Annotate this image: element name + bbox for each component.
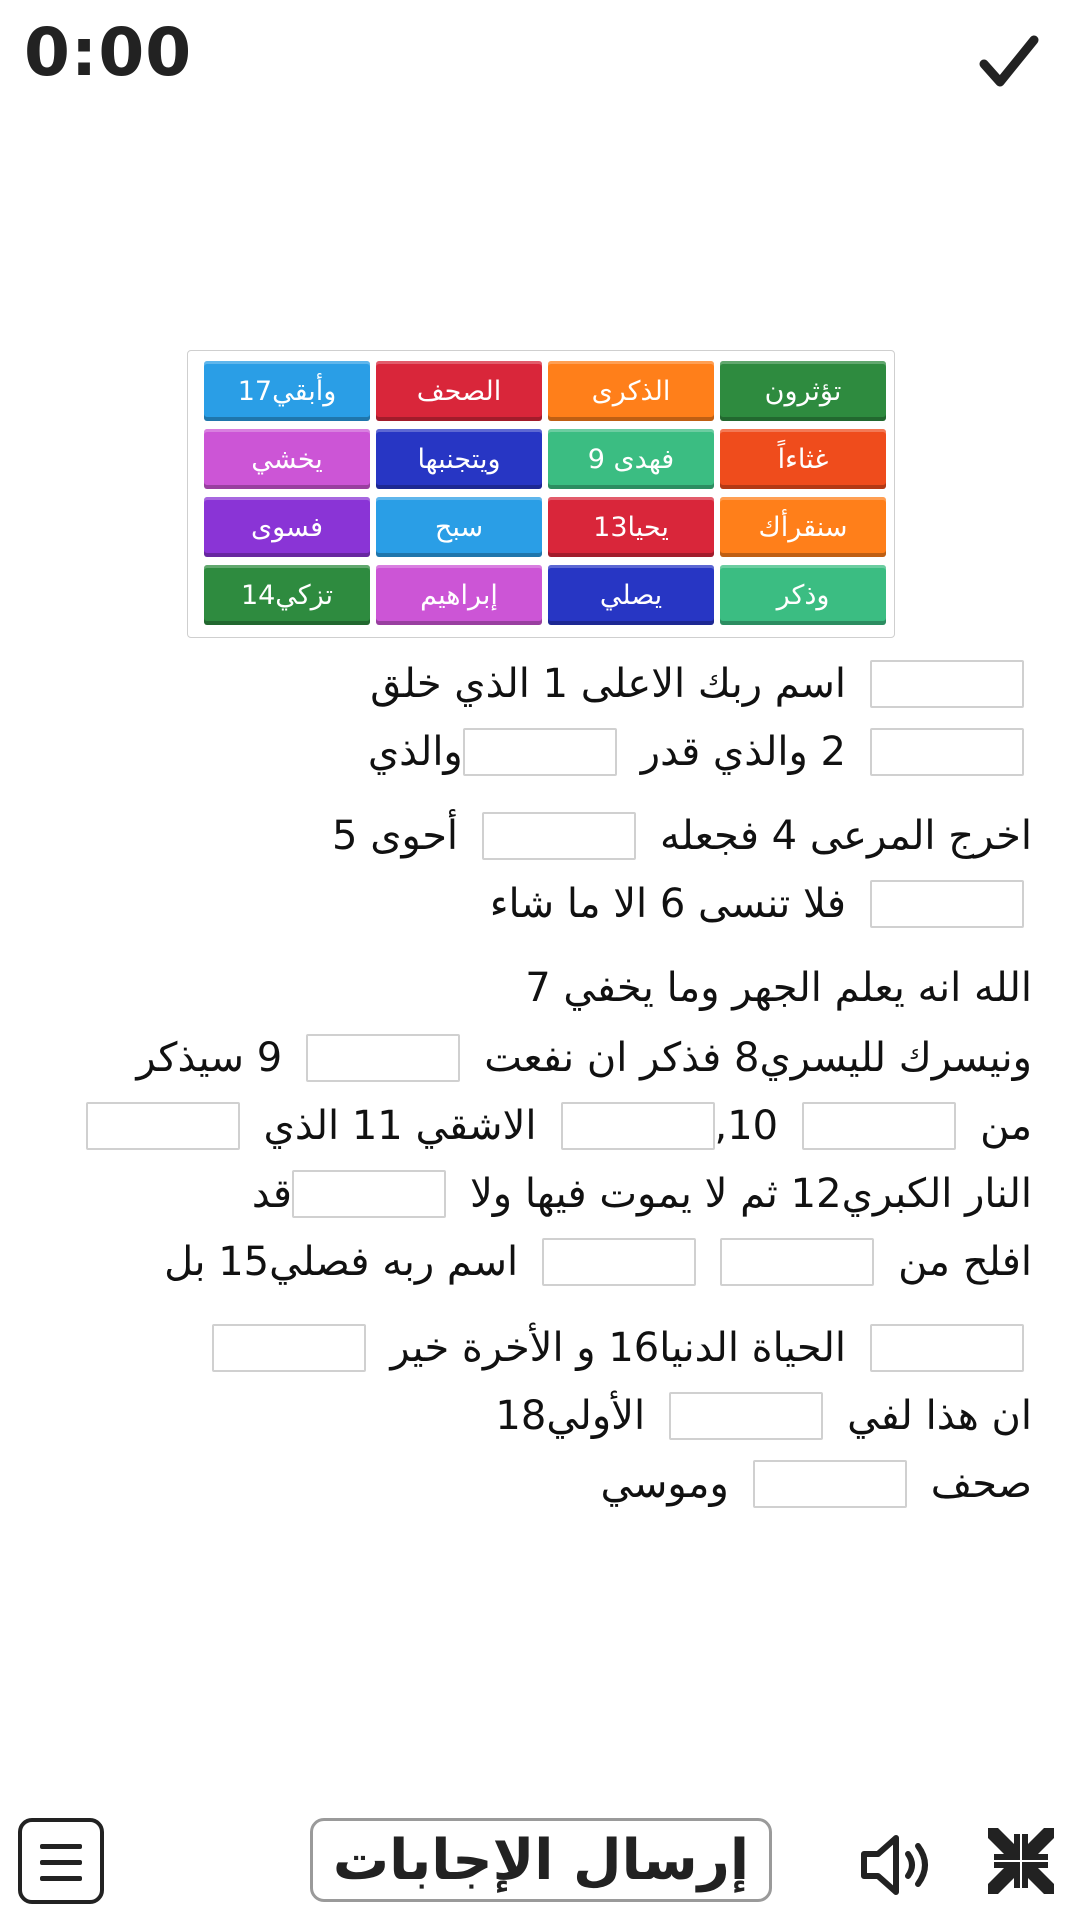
word-tile[interactable]: تؤثرون bbox=[720, 361, 886, 421]
menu-icon bbox=[40, 1844, 82, 1849]
word-tile[interactable]: يحيا13 bbox=[548, 497, 714, 557]
word-tile[interactable]: يخشي bbox=[204, 429, 370, 489]
text-line: النار الكبري12 ثم لا يموت فيها ولا قد bbox=[251, 1171, 1032, 1217]
answer-blank[interactable] bbox=[870, 880, 1024, 928]
menu-button[interactable] bbox=[18, 1818, 104, 1904]
answer-blank[interactable] bbox=[720, 1238, 874, 1286]
collapse-icon[interactable] bbox=[984, 1824, 1058, 1898]
word-tile[interactable]: سبح bbox=[376, 497, 542, 557]
text-line: ان هذا لفي الأولي18 bbox=[495, 1393, 1032, 1439]
word-tile[interactable]: تزكي14 bbox=[204, 565, 370, 625]
answer-blank[interactable] bbox=[482, 812, 636, 860]
answer-blank[interactable] bbox=[306, 1034, 460, 1082]
checkmark-icon[interactable] bbox=[974, 28, 1044, 98]
answer-blank[interactable] bbox=[86, 1102, 240, 1150]
text-line: صحف وموسي bbox=[600, 1461, 1032, 1507]
text-line: فلا تنسى 6 الا ما شاء bbox=[490, 874, 1024, 934]
word-tile[interactable]: يصلي bbox=[548, 565, 714, 625]
text-line: اخرج المرعى 4 فجعله أحوى 5 bbox=[332, 813, 1032, 859]
text-line: افلح من اسم ربه فصلي15 بل bbox=[164, 1239, 1032, 1285]
text-line: الله انه يعلم الجهر وما يخفي 7 bbox=[525, 965, 1032, 1011]
text-line: الحياة الدنيا16 و الأخرة خير bbox=[212, 1318, 1024, 1378]
word-tile[interactable]: الذكرى bbox=[548, 361, 714, 421]
timer: 0:00 bbox=[24, 14, 193, 91]
text-line: ونيسرك لليسري8 فذكر ان نفعت 9 سيذكر bbox=[136, 1035, 1032, 1081]
word-tile[interactable]: وذكر bbox=[720, 565, 886, 625]
word-bank bbox=[187, 350, 895, 638]
menu-icon-bar bbox=[40, 1876, 82, 1881]
text-line: اسم ربك الاعلى 1 الذي خلق bbox=[370, 654, 1024, 714]
answer-blank[interactable] bbox=[292, 1170, 446, 1218]
word-tile[interactable]: فسوى bbox=[204, 497, 370, 557]
word-tile[interactable]: إبراهيم bbox=[376, 565, 542, 625]
answer-blank[interactable] bbox=[463, 728, 617, 776]
word-tile[interactable]: سنقرأك bbox=[720, 497, 886, 557]
word-tile[interactable]: ويتجنبها bbox=[376, 429, 542, 489]
answer-blank[interactable] bbox=[542, 1238, 696, 1286]
text-line: 2 والذي قدر والذي bbox=[368, 722, 1024, 782]
text-line: من 10, الاشقي 11 الذي bbox=[86, 1096, 1032, 1156]
answer-blank[interactable] bbox=[870, 1324, 1024, 1372]
answer-blank[interactable] bbox=[753, 1460, 907, 1508]
menu-icon-bar bbox=[40, 1860, 82, 1865]
answer-blank[interactable] bbox=[802, 1102, 956, 1150]
answer-blank[interactable] bbox=[870, 660, 1024, 708]
answer-blank[interactable] bbox=[870, 728, 1024, 776]
word-tile[interactable]: الصحف bbox=[376, 361, 542, 421]
answer-blank[interactable] bbox=[212, 1324, 366, 1372]
speaker-icon[interactable] bbox=[858, 1832, 938, 1898]
word-tile[interactable]: فهدى 9 bbox=[548, 429, 714, 489]
answer-blank[interactable] bbox=[561, 1102, 715, 1150]
submit-answers-button[interactable]: إرسال الإجابات bbox=[310, 1818, 772, 1902]
word-tile[interactable]: وأبقي17 bbox=[204, 361, 370, 421]
answer-blank[interactable] bbox=[669, 1392, 823, 1440]
word-tile[interactable]: غثاءاً bbox=[720, 429, 886, 489]
